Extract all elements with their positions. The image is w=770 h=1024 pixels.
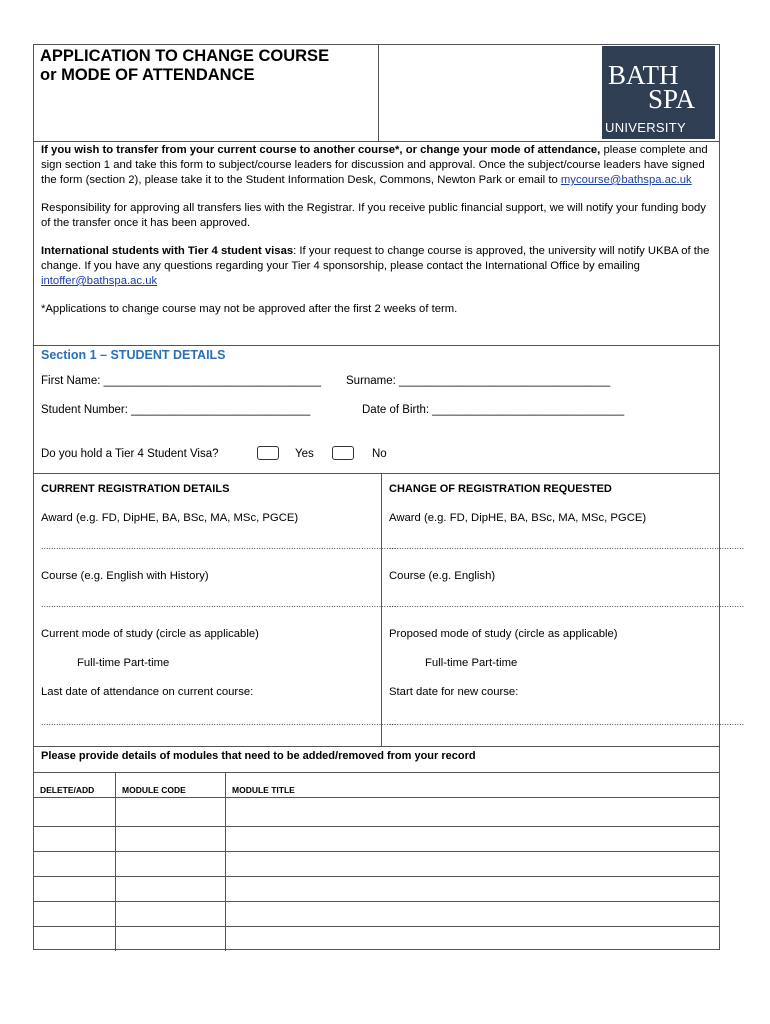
student-number-field[interactable]: Student Number: ____________________________: [41, 404, 311, 416]
instructions-p3-text: : If your request to change course is approved, the university will notify UKBA of the change. If you have any questions regarding your Tier 4 sponsorship, please contact the International Office by emailing: [41, 245, 710, 272]
instructions-p3-bold: International students with Tier 4 student visas: [41, 245, 294, 257]
title-line-1: APPLICATION TO CHANGE COURSE: [40, 47, 330, 65]
new-award-line[interactable]: ..............................................................................................................................................: [389, 541, 745, 551]
yes-label: Yes: [295, 448, 314, 460]
new-award-label: Award (e.g. FD, DipHE, BA, BSc, MA, MSc, PGCE): [389, 512, 647, 524]
module-row[interactable]: [34, 798, 720, 826]
new-course-line[interactable]: ..............................................................................................................................................: [389, 599, 745, 609]
module-row[interactable]: [34, 852, 720, 876]
form-title: [40, 47, 329, 85]
intoffer-email-link[interactable]: intoffer@bathspa.ac.uk: [41, 275, 158, 287]
yes-checkbox[interactable]: [257, 446, 279, 460]
logo-text-bath: BATH: [608, 60, 679, 90]
instructions-p1-text: please complete and sign section 1 and take this form to subject/course leaders for discussion and approval. Once the subject/course leaders have signed the form (section 2), please take it to the Student Information Desk, Commons, Newton Park or email to: [41, 144, 708, 186]
module-row[interactable]: [34, 902, 720, 926]
instructions-p4: *Applications to change course may not be approved after the first 2 weeks of term.: [41, 303, 458, 315]
current-award-line[interactable]: ..............................................................................................................................................: [41, 541, 397, 551]
last-attendance-label: Last date of attendance on current course:: [41, 686, 254, 698]
column-module-code: MODULE CODE: [122, 785, 186, 795]
proposed-mode-options[interactable]: Full-time Part-time: [425, 657, 518, 669]
current-mode-label: Current mode of study (circle as applicable): [41, 628, 259, 640]
logo-text-university: UNIVERSITY: [605, 120, 687, 135]
module-row[interactable]: [34, 877, 720, 901]
logo-text-spa: SPA: [648, 84, 696, 114]
current-mode-options[interactable]: Full-time Part-time: [77, 657, 170, 669]
date-of-birth-field[interactable]: Date of Birth: ______________________________: [362, 404, 625, 416]
current-award-label: Award (e.g. FD, DipHE, BA, BSc, MA, MSc, PGCE): [41, 512, 299, 524]
start-date-line[interactable]: ..............................................................................................................................................: [389, 717, 745, 727]
no-checkbox[interactable]: [332, 446, 354, 460]
instructions-p1: [41, 143, 713, 188]
surname-field[interactable]: Surname: _________________________________: [346, 375, 611, 387]
instructions-p1-bold: If you wish to transfer from your current course to another course*, or change your mode of attendance,: [41, 144, 601, 156]
application-form: [33, 44, 745, 950]
first-name-field[interactable]: First Name: __________________________________: [41, 375, 322, 387]
current-course-line[interactable]: ..............................................................................................................................................: [41, 599, 397, 609]
module-row[interactable]: [34, 827, 720, 851]
requested-registration-header: CHANGE OF REGISTRATION REQUESTED: [389, 483, 612, 495]
instructions: [41, 143, 713, 330]
new-course-label: Course (e.g. English): [389, 570, 496, 582]
bath-spa-logo: [602, 46, 715, 139]
section1-title: Section 1 – STUDENT DETAILS: [41, 348, 226, 362]
current-registration-header: CURRENT REGISTRATION DETAILS: [41, 483, 230, 495]
instructions-p3: [41, 244, 713, 289]
current-course-label: Course (e.g. English with History): [41, 570, 209, 582]
start-date-label: Start date for new course:: [389, 686, 519, 698]
title-line-2: or MODE OF ATTENDANCE: [40, 66, 255, 84]
column-module-title: MODULE TITLE: [232, 785, 295, 795]
tier4-visa-question: Do you hold a Tier 4 Student Visa?: [41, 448, 219, 460]
module-row[interactable]: [34, 927, 720, 950]
column-delete-add: DELETE/ADD: [40, 785, 95, 795]
modules-prompt: Please provide details of modules that need to be added/removed from your record: [41, 750, 476, 762]
proposed-mode-label: Proposed mode of study (circle as applicable): [389, 628, 618, 640]
instructions-p2: Responsibility for approving all transfers lies with the Registrar. If you receive public financial support, we will notify your funding body of the transfer once it has been approved.: [41, 202, 706, 229]
mycourse-email-link[interactable]: mycourse@bathspa.ac.uk: [560, 174, 692, 186]
no-label: No: [372, 448, 387, 460]
last-attendance-line[interactable]: ..............................................................................................................................................: [41, 717, 397, 727]
